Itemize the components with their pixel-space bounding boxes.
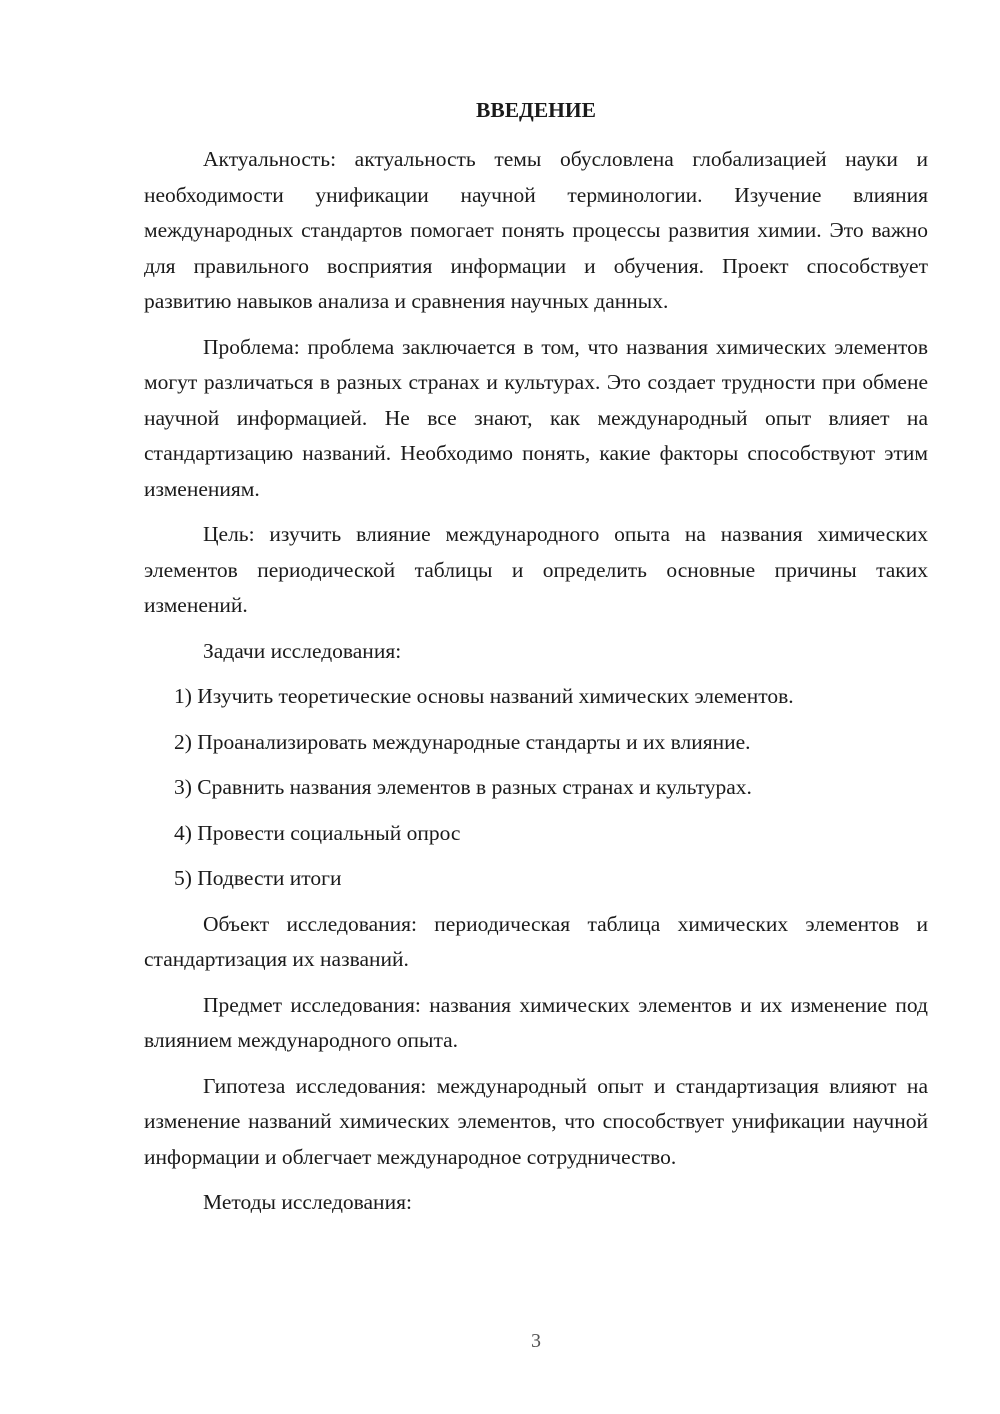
relevance-paragraph: Актуальность: актуальность темы обусловлена глобализацией науки и необходимости унификации научной терминологии. Изучение влияния международных стандартов помогает понять процессы развития химии. Это важно для правильного восприятия информации и обучения. Проект способствует развитию навыков анализа и сравнения научных данных. <box>144 147 928 313</box>
list-item: 4) Провести социальный опрос <box>174 820 461 845</box>
page-number: 3 <box>531 1330 541 1352</box>
subject-paragraph: Предмет исследования: названия химических элементов и их изменение под влиянием международного опыта. <box>144 992 928 1052</box>
list-item: 5) Подвести итоги <box>174 866 342 890</box>
tasks-heading: Задачи исследования: <box>203 638 402 663</box>
list-item: 3) Сравнить названия элементов в разных странах и культурах. <box>174 775 752 799</box>
object-paragraph: Объект исследования: периодическая таблица химических элементов и стандартизация их названий. <box>144 911 928 971</box>
list-item: 1) Изучить теоретические основы названий химических элементов. <box>174 684 794 708</box>
tasks-list <box>144 679 928 897</box>
methods-heading: Методы исследования: <box>203 1190 412 1214</box>
problem-paragraph: Проблема: проблема заключается в том, что названия химических элементов могут различаться в разных странах и культурах. Это создает трудности при обмене научной информацией. Не все знают, как международный опыт влияет на стандартизацию названий. Необходимо понять, какие факторы способствуют этим изменениям. <box>144 334 928 501</box>
section-title: ВВЕДЕНИЕ <box>476 98 596 122</box>
list-item: 2) Проанализировать международные стандарты и их влияние. <box>174 729 751 754</box>
document-page <box>144 92 928 1231</box>
goal-paragraph: Цель: изучить влияние международного опыта на названия химических элементов периодической таблицы и определить основные причины таких изменений. <box>144 522 928 617</box>
hypothesis-paragraph: Гипотеза исследования: международный опыт и стандартизация влияют на изменение названий химических элементов, что способствует унификации научной информации и облегчает международное сотрудничество. <box>144 1073 928 1169</box>
